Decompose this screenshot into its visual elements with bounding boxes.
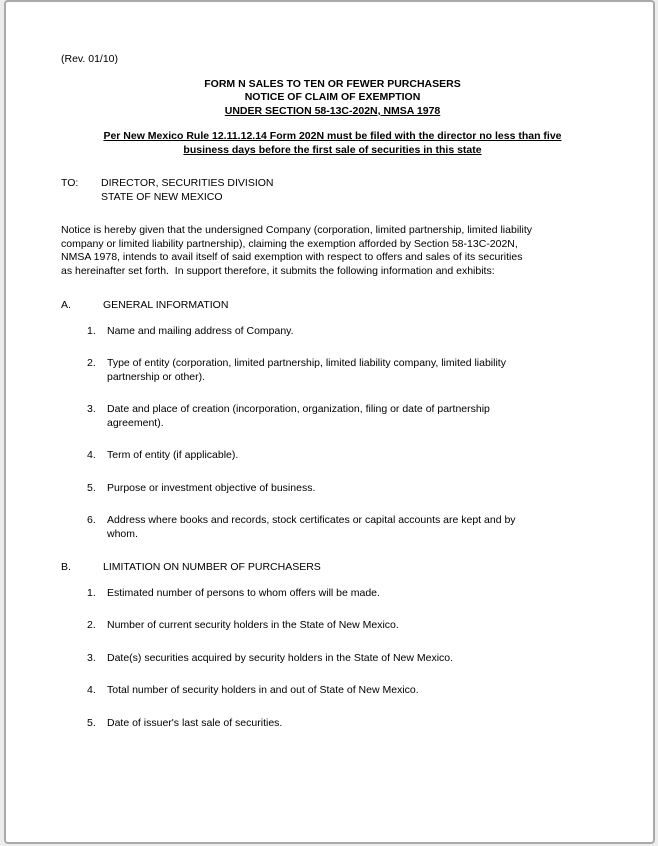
item-text: Purpose or investment objective of business. (107, 481, 316, 494)
revision-note: (Rev. 01/10) (61, 53, 118, 65)
section-b-label: B. (61, 561, 71, 573)
form-title-line-2: NOTICE OF CLAIM OF EXEMPTION (244, 91, 421, 103)
list-item-a4 (87, 449, 527, 463)
item-text: Date(s) securities acquired by security holders in the State of New Mexico. (107, 651, 454, 664)
item-number: 5. (87, 481, 96, 494)
item-number: 1. (87, 324, 96, 337)
addressee-lines (101, 177, 274, 204)
form-title-line-3: UNDER SECTION 58-13C-202N, NMSA 1978 (224, 104, 441, 117)
filing-notice-line-2: business days before the first sale of securities in this state (183, 143, 482, 156)
item-number: 3. (87, 403, 96, 415)
item-number: 3. (87, 651, 96, 664)
list-item-b2 (87, 619, 527, 633)
list-item-b4 (87, 684, 527, 698)
item-number: 4. (87, 449, 96, 461)
section-a-label: A. (61, 299, 71, 311)
section-heading-a (61, 299, 604, 313)
item-text: Type of entity (corporation, limited partnership, limited liability company, limited liability partnership or other). (107, 357, 506, 383)
document-page (4, 0, 655, 844)
addressee-block (61, 177, 604, 204)
filing-notice-line-1: Per New Mexico Rule 12.11.12.14 Form 202N must be filed with the director no less than five (103, 130, 562, 142)
list-item-a3 (87, 403, 527, 430)
filing-deadline-notice (61, 130, 604, 157)
to-label: TO: (61, 177, 79, 189)
list-item-b3 (87, 652, 527, 666)
item-number: 6. (87, 514, 96, 526)
list-item-a2 (87, 357, 527, 384)
list-item-b5 (87, 717, 527, 731)
list-item-a6 (87, 514, 527, 541)
section-a-title: GENERAL INFORMATION (103, 299, 229, 311)
intro-paragraph: Notice is hereby given that the undersigned Company (corporation, limited partnership, limited liability company or limited liability partnership), claiming the exemption afforded by Section 58-13C-202N, NMSA 1978, intends to avail itself of said exemption with respect to offers and sales of its securities as hereinafter set forth. In support therefore, it submits the following information and exhibits: (61, 224, 535, 277)
addressee-line-1: DIRECTOR, SECURITIES DIVISION (101, 177, 274, 189)
form-title-line-1: FORM N SALES TO TEN OR FEWER PURCHASERS (204, 77, 461, 90)
addressee-line-2: STATE OF NEW MEXICO (101, 190, 223, 203)
item-text: Estimated number of persons to whom offers will be made. (107, 586, 380, 599)
item-text: Date of issuer's last sale of securities. (107, 716, 283, 729)
form-title-block (61, 78, 604, 119)
list-item-b1 (87, 587, 527, 601)
list-item-a5 (87, 482, 527, 496)
list-item-a1 (87, 325, 527, 339)
item-number: 2. (87, 619, 96, 631)
item-text: Number of current security holders in the State of New Mexico. (107, 619, 399, 631)
section-heading-b (61, 561, 604, 575)
item-number: 1. (87, 586, 96, 599)
form-content (6, 2, 653, 730)
item-text: Date and place of creation (incorporation, organization, filing or date of partnership agreement). (107, 403, 490, 429)
item-number: 2. (87, 357, 96, 369)
item-text: Total number of security holders in and out of State of New Mexico. (107, 684, 419, 696)
item-text: Term of entity (if applicable). (107, 449, 239, 461)
section-b-title: LIMITATION ON NUMBER OF PURCHASERS (103, 561, 321, 573)
item-text: Address where books and records, stock certificates or capital accounts are kept and by whom. (107, 514, 516, 540)
item-text: Name and mailing address of Company. (107, 324, 294, 337)
item-number: 5. (87, 716, 96, 729)
item-number: 4. (87, 684, 96, 696)
